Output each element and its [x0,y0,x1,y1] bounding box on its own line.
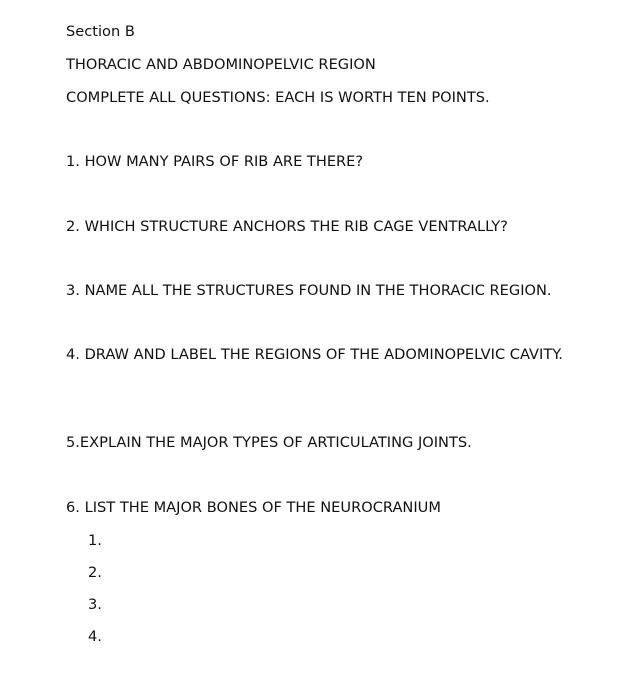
question-2: 2. WHICH STRUCTURE ANCHORS THE RIB CAGE VENTRALLY? [66,218,508,235]
answer-item-4: 4. [88,628,102,645]
question-5: 5.EXPLAIN THE MAJOR TYPES OF ARTICULATING JOINTS. [66,434,472,451]
question-4: 4. DRAW AND LABEL THE REGIONS OF THE ADOMINOPELVIC CAVITY. [66,346,563,363]
answer-item-3: 3. [88,596,102,613]
question-6: 6. LIST THE MAJOR BONES OF THE NEUROCRANIUM [66,499,441,516]
section-title: Section B [66,23,135,40]
question-1: 1. HOW MANY PAIRS OF RIB ARE THERE? [66,153,364,170]
answer-item-2: 2. [88,564,102,581]
question-3: 3. NAME ALL THE STRUCTURES FOUND IN THE THORACIC REGION. [66,282,552,299]
answer-item-1: 1. [88,532,102,549]
region-heading: THORACIC AND ABDOMINOPELVIC REGION [66,56,376,73]
instructions: COMPLETE ALL QUESTIONS: EACH IS WORTH TEN POINTS. [66,89,490,106]
